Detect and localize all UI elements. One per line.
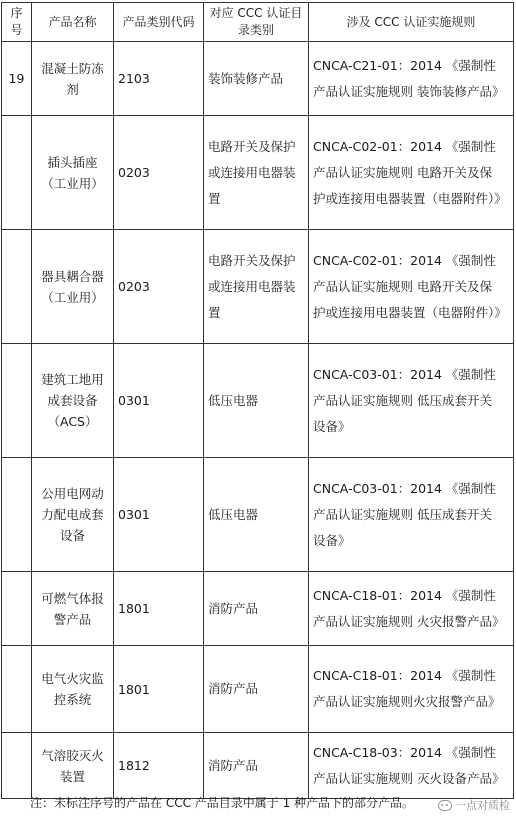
row-ccc-category: 消防产品 [204,646,309,733]
row-product-name: 建筑工地用 成套设备 （ACS） [32,344,114,458]
row-product-name: 混凝土防冻 剂 [32,42,114,116]
row-category-code: 0301 [114,458,204,572]
row-no [2,458,32,572]
header-category: 对应 CCC 认证目 录类别 [204,3,309,42]
row-no [2,646,32,733]
header-row [2,3,514,42]
row-product-name: 插头插座 （工业用） [32,116,114,230]
table-row [2,116,514,230]
row-product-name: 可燃气体报 警产品 [32,572,114,646]
row-product-name: 气溶胶灭火 装置 [32,733,114,799]
table-row [2,42,514,116]
row-cert-rule: CNCA-C03-01：2014 《强制性 产品认证实施规则 低压成套开关 设备》 [309,344,514,458]
table-row [2,646,514,733]
row-category-code: 1801 [114,572,204,646]
table-footnote: 注：未标注序号的产品在 CCC 产品目录中属于 1 种产品下的部分产品。 [30,796,415,810]
row-product-name: 电气火灾监 控系统 [32,646,114,733]
row-category-code: 1812 [114,733,204,799]
row-category-code: 2103 [114,42,204,116]
row-category-code: 1801 [114,646,204,733]
row-no: 19 [2,42,32,116]
row-category-code: 0203 [114,116,204,230]
row-cert-rule: CNCA-C02-01：2014 《强制性 产品认证实施规则 电路开关及保 护或连接用电器装置（电器附件）》 [309,230,514,344]
row-category-code: 0301 [114,344,204,458]
row-cert-rule: CNCA-C18-01：2014 《强制性 产品认证实施规则火灾报警产品》 [309,646,514,733]
table-row [2,230,514,344]
watermark [438,797,510,813]
row-ccc-category: 低压电器 [204,344,309,458]
row-cert-rule: CNCA-C02-01：2014 《强制性 产品认证实施规则 电路开关及保 护或连接用电器装置（电器附件）》 [309,116,514,230]
table-row [2,733,514,799]
watermark-text: 一点对质检 [455,799,510,812]
row-ccc-category: 消防产品 [204,572,309,646]
row-ccc-category: 装饰装修产品 [204,42,309,116]
row-category-code: 0203 [114,230,204,344]
row-cert-rule: CNCA-C18-01：2014 《强制性 产品认证实施规则 火灾报警产品》 [309,572,514,646]
row-product-name: 公用电网动 力配电成套 设备 [32,458,114,572]
row-cert-rule: CNCA-C03-01：2014 《强制性 产品认证实施规则 低压成套开关 设备》 [309,458,514,572]
header-code: 产品类别代码 [114,3,204,42]
row-cert-rule: CNCA-C21-01：2014 《强制性 产品认证实施规则 装饰装修产品》 [309,42,514,116]
row-no [2,344,32,458]
header-rule: 涉及 CCC 认证实施规则 [309,3,514,42]
table-row [2,344,514,458]
wechat-icon [438,800,452,811]
row-cert-rule: CNCA-C18-03：2014 《强制性 产品认证实施规则 灭火设备产品》 [309,733,514,799]
row-product-name: 器具耦合器 （工业用） [32,230,114,344]
row-no [2,230,32,344]
row-no [2,572,32,646]
header-name: 产品名称 [32,3,114,42]
header-no: 序 号 [2,3,32,42]
row-ccc-category: 低压电器 [204,458,309,572]
row-ccc-category: 电路开关及保护 或连接用电器装 置 [204,230,309,344]
row-no [2,733,32,799]
ccc-product-table [1,2,514,799]
row-ccc-category: 电路开关及保护 或连接用电器装 置 [204,116,309,230]
table-row [2,572,514,646]
row-no [2,116,32,230]
table-row [2,458,514,572]
row-ccc-category: 消防产品 [204,733,309,799]
